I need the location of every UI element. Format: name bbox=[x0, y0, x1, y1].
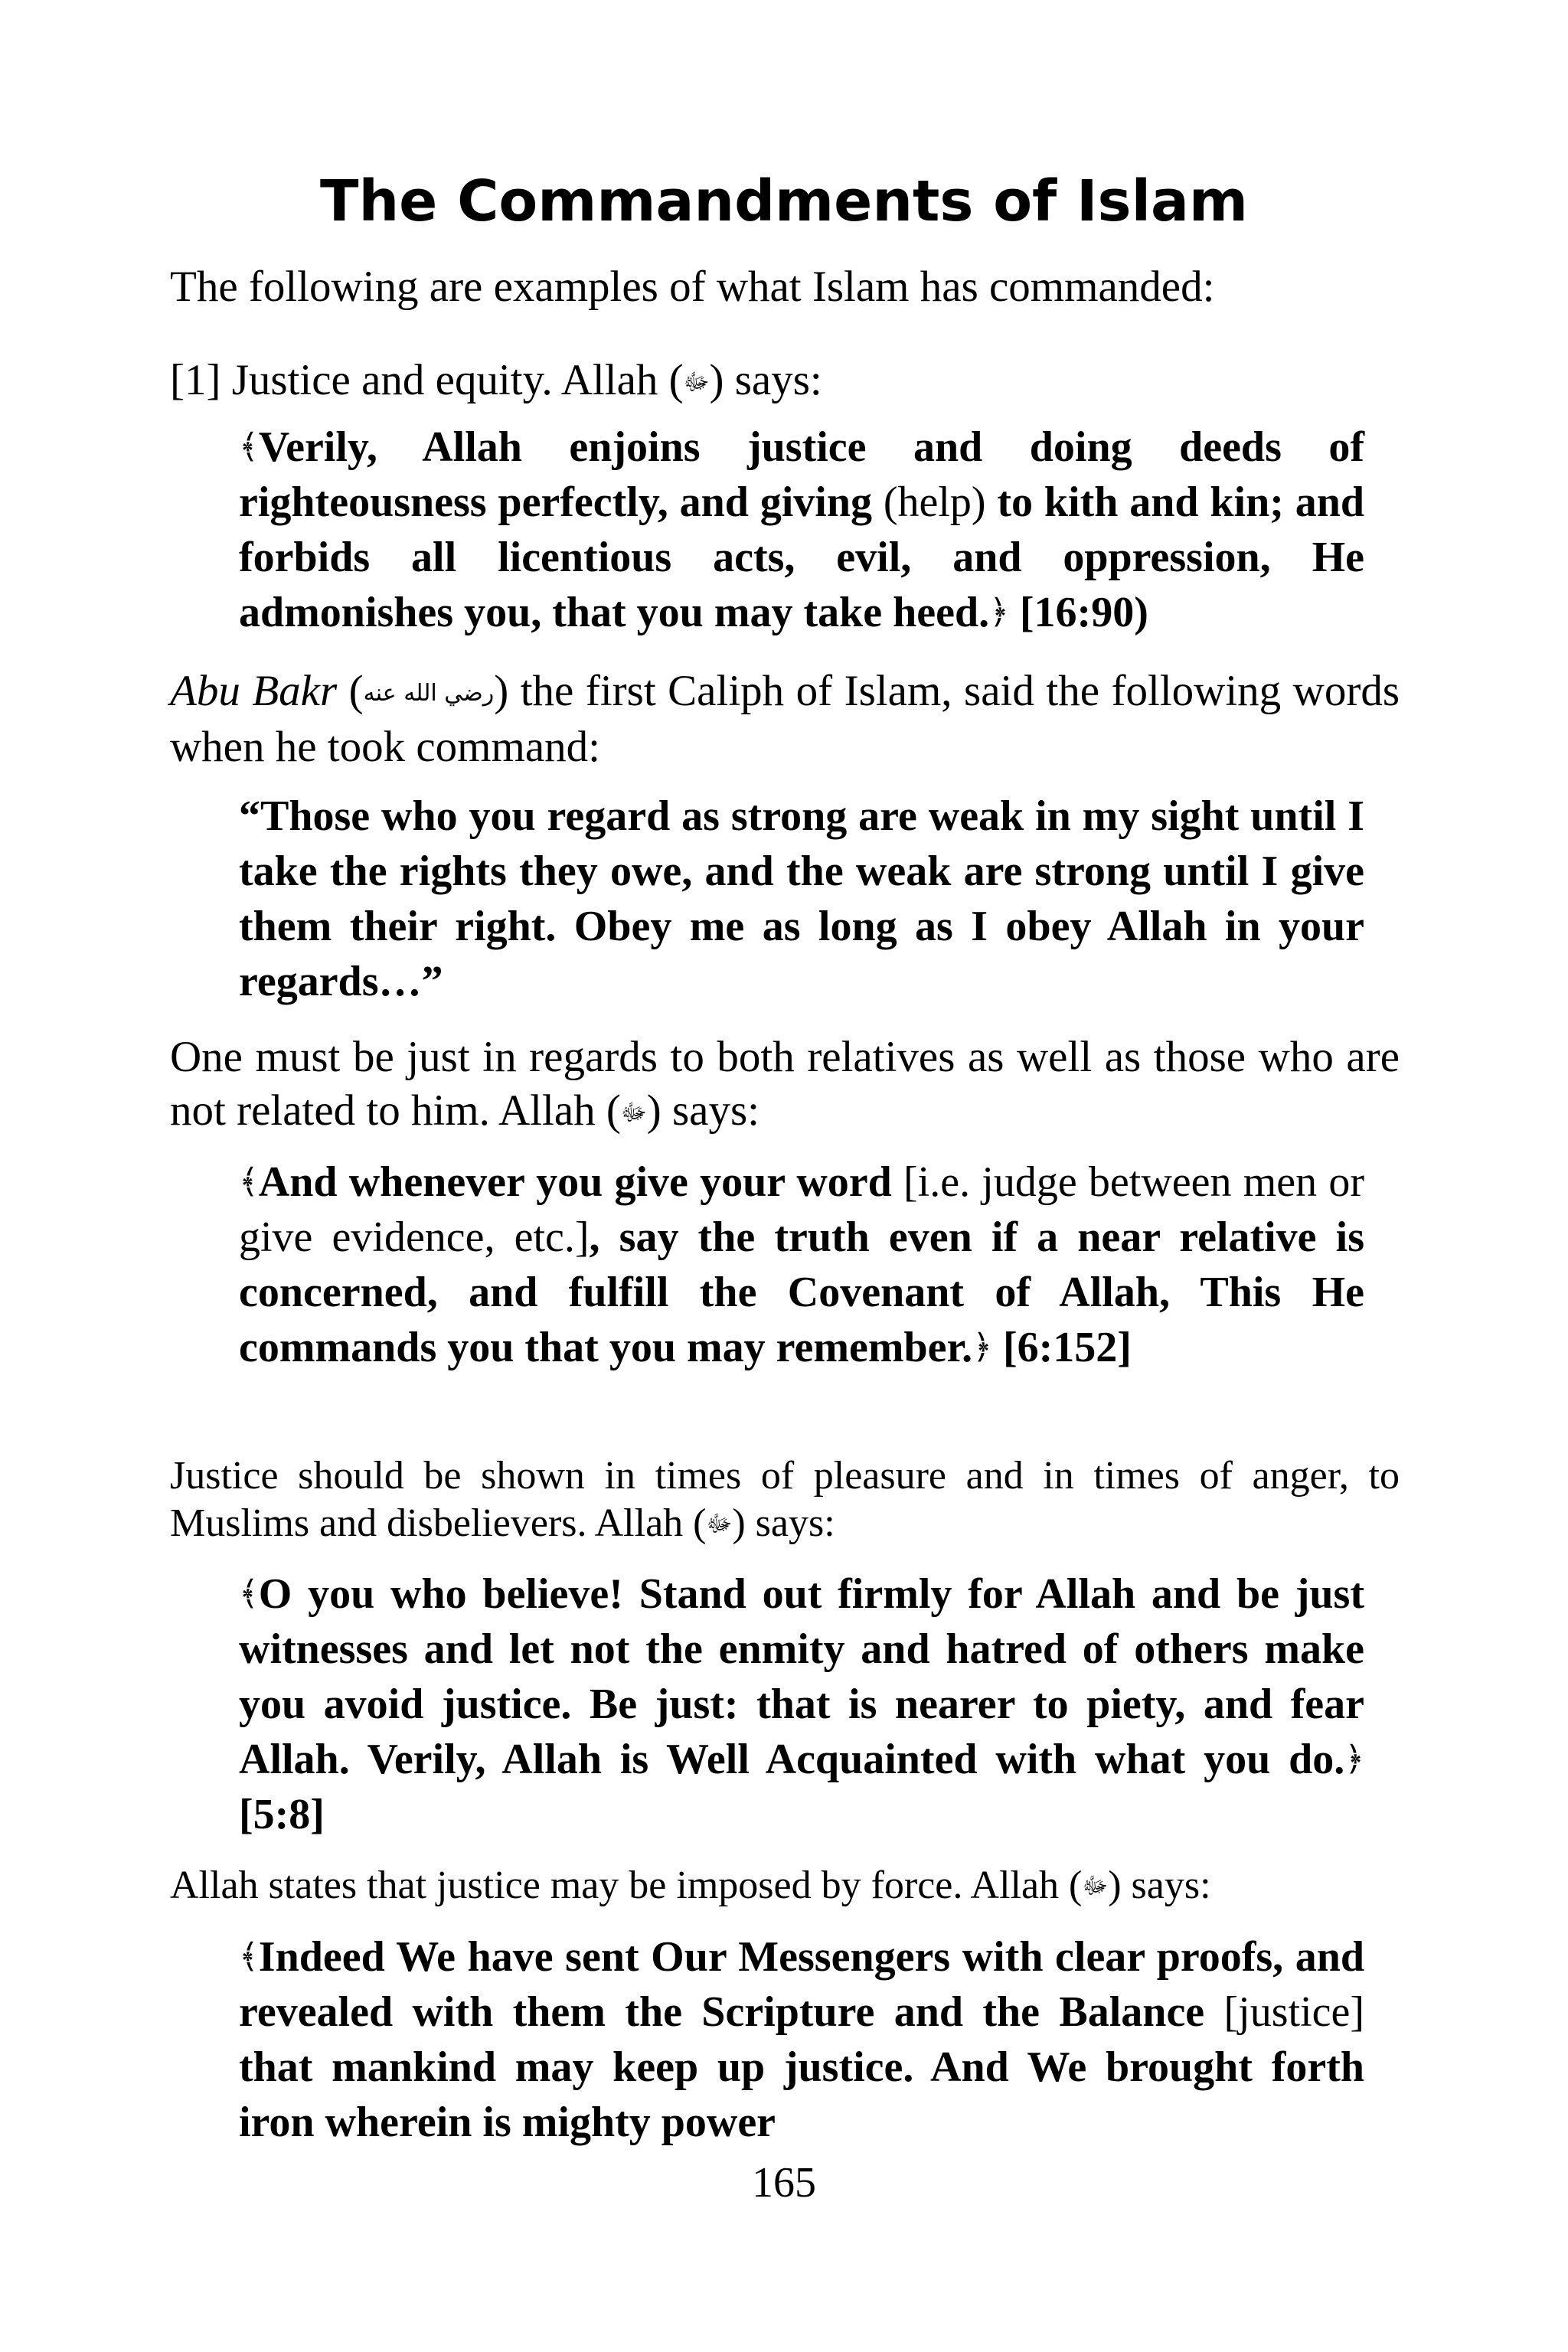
quran-quote-5-8: ﴾O you who believe! Stand out firmly for Allah and be just witnesses and let not the enmity and hatred of others make you avoid justice. Be just: that is nearer to piety, and fear Allah. Verily, Allah is Well Acquainted with what you do.﴿ [5:8] bbox=[239, 1566, 1364, 1842]
verse-reference: [5:8] bbox=[239, 1791, 325, 1838]
relatives-paragraph: One must be just in regards to both relatives as well as those who are not related to him. Allah (ﷻ) says: bbox=[170, 1031, 1400, 1140]
honorific-mark: رضي الله عنه bbox=[363, 680, 495, 707]
section-1-heading: [1] Justice and equity. Allah (ﷻ) says: bbox=[170, 354, 1400, 410]
force-paragraph: Allah states that justice may be imposed by force. Allah (ﷻ) says: bbox=[170, 1862, 1400, 1910]
intro-paragraph: The following are examples of what Islam has commanded: bbox=[170, 263, 1215, 311]
verse-reference: [16:90) bbox=[1008, 589, 1148, 636]
ornate-bracket-close-icon: ﴿ bbox=[972, 1328, 992, 1366]
person-name: Abu Bakr bbox=[170, 667, 338, 715]
ornate-bracket-open-icon: ﴾ bbox=[239, 1938, 259, 1975]
ornate-bracket-close-icon: ﴿ bbox=[989, 593, 1009, 631]
page-number: 165 bbox=[752, 2159, 816, 2207]
ornate-bracket-close-icon: ﴿ bbox=[1344, 1740, 1364, 1778]
abu-bakr-paragraph: Abu Bakr (رضي الله عنه) the first Caliph of Islam, said the following words when he took command: bbox=[170, 667, 1400, 771]
ornate-bracket-open-icon: ﴾ bbox=[239, 428, 259, 466]
honorific-mark: ﷻ bbox=[1082, 1873, 1109, 1900]
pleasure-anger-paragraph: Justice should be shown in times of pleasure and in times of anger, to Muslims and disbelievers. Allah (ﷻ) says: bbox=[170, 1452, 1400, 1548]
verse-reference: [6:152] bbox=[991, 1324, 1132, 1371]
honorific-mark: ﷻ bbox=[683, 369, 710, 396]
page-title: The Commandments of Islam bbox=[319, 168, 1248, 234]
honorific-mark: ﷻ bbox=[706, 1511, 733, 1537]
quran-quote-16-90: ﴾Verily, Allah enjoins justice and doing deeds of righteousness perfectly, and giving (help) to kith and kin; and forbids all licentious acts, evil, and oppression, He admonishes you, that you may take heed.﴿ [16:90) bbox=[239, 420, 1364, 640]
ornate-bracket-open-icon: ﴾ bbox=[239, 1163, 259, 1200]
quran-quote-6-152: ﴾And whenever you give your word [i.e. judge between men or give evidence, etc.], say the truth even if a near relative is concerned, and fulfill the Covenant of Allah, This He commands you that you may remember.﴿ [6:152] bbox=[239, 1155, 1364, 1375]
honorific-mark: ﷻ bbox=[620, 1099, 647, 1126]
quran-quote-57-25: ﴾Indeed We have sent Our Messengers with clear proofs, and revealed with them the Scripture and the Balance [justice] that mankind may keep up justice. And We brought forth iron wherein is mighty power bbox=[239, 1929, 1364, 2150]
abu-bakr-quote: “Those who you regard as strong are weak in my sight until I take the rights they owe, and the weak are strong until I give them their right. Obey me as long as I obey Allah in your regards…” bbox=[239, 792, 1364, 1005]
ornate-bracket-open-icon: ﴾ bbox=[239, 1575, 259, 1612]
